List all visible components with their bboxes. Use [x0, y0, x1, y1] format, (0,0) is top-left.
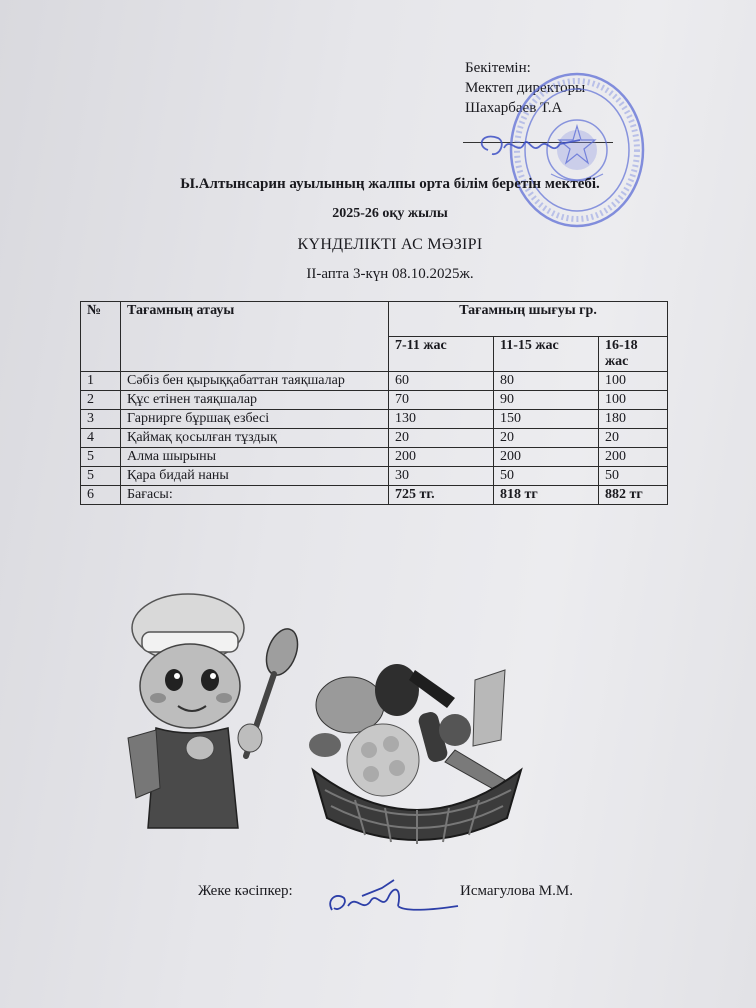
header-yield: Тағамның шығуы гр.	[389, 302, 668, 337]
row-dish: Қаймақ қосылған тұздық	[121, 429, 389, 448]
chef-child-illustration	[120, 588, 300, 838]
total-number: 6	[81, 486, 121, 505]
row-value: 70	[389, 391, 494, 410]
table-row	[81, 429, 668, 448]
director-signature	[470, 126, 590, 166]
row-dish: Сәбіз бен қырыққабаттан таяқшалар	[121, 372, 389, 391]
row-number: 2	[81, 391, 121, 410]
row-number: 5	[81, 467, 121, 486]
table-header-row	[81, 302, 668, 337]
row-value: 20	[389, 429, 494, 448]
row-value: 100	[599, 391, 668, 410]
row-value: 200	[599, 448, 668, 467]
menu-table	[80, 301, 668, 505]
footer-label: Жеке кәсіпкер:	[198, 883, 293, 899]
row-value: 180	[599, 410, 668, 429]
header-number: №	[81, 302, 121, 372]
table-row	[81, 448, 668, 467]
table-total-row	[81, 486, 668, 505]
header-age-7-11: 7-11 жас	[389, 337, 494, 372]
row-number: 4	[81, 429, 121, 448]
school-name: Ы.Алтынсарин ауылының жалпы орта білім беретін мектебі.	[180, 176, 600, 192]
row-dish: Гарнирге бұршақ езбесі	[121, 410, 389, 429]
entrepreneur-name: Исмагулова М.М.	[460, 883, 573, 899]
total-price-16-18: 882 тг	[599, 486, 668, 505]
table-row	[81, 372, 668, 391]
row-value: 20	[494, 429, 599, 448]
row-number: 5	[81, 448, 121, 467]
header-age-11-15: 11-15 жас	[494, 337, 599, 372]
menu-title: КҮНДЕЛІКТІ АС МӘЗІРІ	[297, 236, 483, 253]
table-row	[81, 410, 668, 429]
row-value: 130	[389, 410, 494, 429]
header-age-16-18: 16-18 жас	[599, 337, 668, 372]
total-price-7-11: 725 тг.	[389, 486, 494, 505]
approval-label: Бекітемін:	[465, 60, 531, 76]
row-value: 100	[599, 372, 668, 391]
approval-name: Шахарбаев Т.А	[465, 100, 563, 116]
academic-year: 2025-26 оқу жылы	[332, 206, 448, 221]
row-number: 1	[81, 372, 121, 391]
row-value: 150	[494, 410, 599, 429]
row-value: 90	[494, 391, 599, 410]
total-price-11-15: 818 тг	[494, 486, 599, 505]
approval-position: Мектеп директоры	[465, 80, 586, 96]
row-dish: Құс етінен таяқшалар	[121, 391, 389, 410]
week-day-date: ІІ-апта 3-күн 08.10.2025ж.	[306, 266, 474, 282]
row-value: 20	[599, 429, 668, 448]
row-value: 50	[494, 467, 599, 486]
total-label: Бағасы:	[121, 486, 389, 505]
row-number: 3	[81, 410, 121, 429]
table-row	[81, 467, 668, 486]
vegetable-basket-illustration	[305, 650, 530, 845]
table-row	[81, 391, 668, 410]
row-value: 200	[389, 448, 494, 467]
row-dish: Қара бидай наны	[121, 467, 389, 486]
row-value: 50	[599, 467, 668, 486]
row-value: 80	[494, 372, 599, 391]
row-value: 30	[389, 467, 494, 486]
header-dish-name: Тағамның атауы	[121, 302, 389, 372]
row-value: 200	[494, 448, 599, 467]
entrepreneur-signature	[322, 876, 462, 921]
row-value: 60	[389, 372, 494, 391]
row-dish: Алма шырыны	[121, 448, 389, 467]
